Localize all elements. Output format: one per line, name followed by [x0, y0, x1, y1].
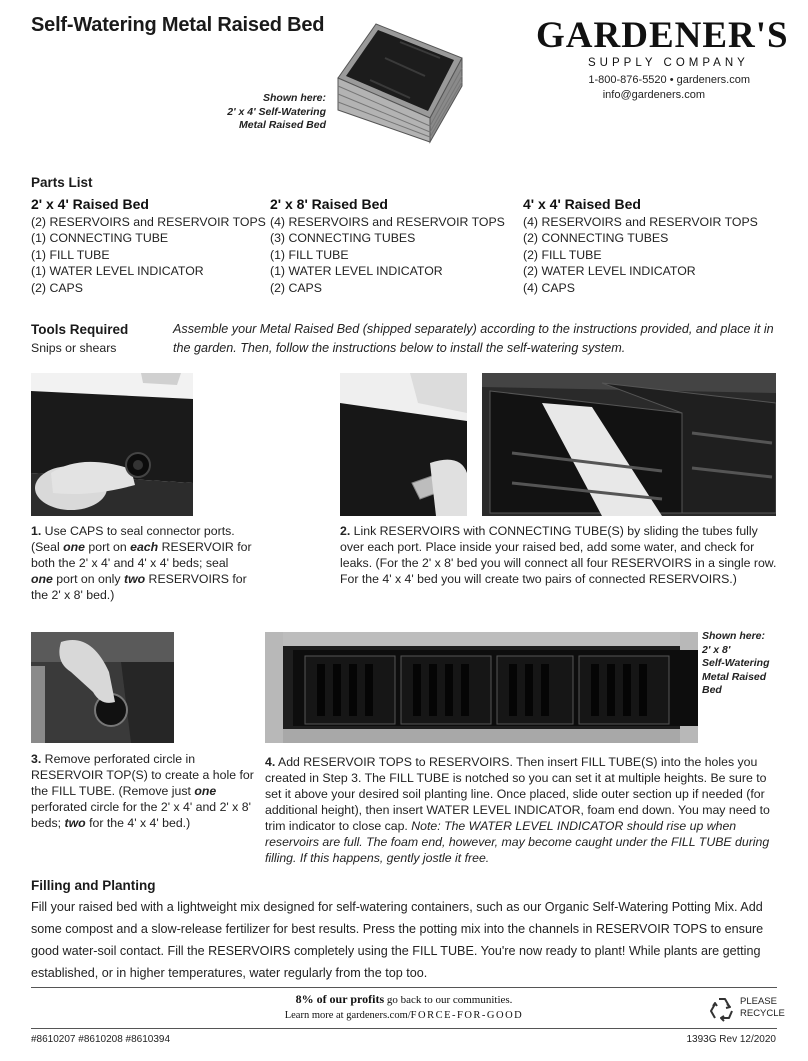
brand-logo-wordmark: GARDENER'S [536, 15, 789, 56]
photo-caption-line: Self-Watering [702, 657, 770, 669]
sku-numbers: #8610207 #8610208 #8610394 [31, 1034, 171, 1045]
step-number: 1. [31, 524, 42, 538]
footer-divider-bottom [31, 1028, 777, 1029]
parts-item: (2) RESERVOIRS and RESERVOIR TOPS [31, 214, 266, 229]
step-number: 4. [265, 755, 276, 769]
step-emphasis: one [63, 540, 85, 554]
revision-code: 1393G Rev 12/2020 [686, 1034, 776, 1045]
profits-statement [0, 992, 808, 1007]
parts-item: (2) CAPS [31, 280, 83, 295]
tools-required-heading: Tools Required [31, 322, 129, 337]
step-3-text [31, 751, 257, 831]
parts-item: (2) FILL TUBE [523, 247, 602, 262]
brand-contact-email: info@gardeners.com [602, 89, 705, 101]
learn-more-text: Learn more at gardeners.com/ [284, 1010, 411, 1021]
step-1-text [31, 523, 253, 603]
step-text-span: perforated circle for the 2' x 4' and 2' x 8' beds; [31, 800, 251, 830]
recycle-label [740, 996, 785, 1020]
step-text-span: Add RESERVOIR TOPS to RESERVOIRS. Then insert FILL TUBE(S) into the holes you created in Step 3. The FILL TUBE is notched so you can set it at multiple heights. Be sure to set it above your desired soil planting line. Once placed, slide outer section up if needed (for additional height), then insert WATER LEVEL INDICATOR, foam end down. You may need to trim indicator to close cap. [265, 755, 770, 833]
assembly-instruction: Assemble your Metal Raised Bed (shipped separately) according to the instructions provided, and place it in the garden. Then, follow the instructions below to install the self-watering system. [173, 322, 774, 355]
raised-bed-product-image [330, 18, 470, 144]
document-title: Self-Watering Metal Raised Bed [31, 14, 325, 36]
step-2-text [340, 523, 780, 587]
brand-subtitle: SUPPLY COMPANY [588, 57, 749, 69]
parts-column-2x4 [31, 196, 271, 296]
parts-item: (2) CONNECTING TUBES [523, 231, 669, 245]
step-number: 2. [340, 524, 351, 538]
step-number: 3. [31, 752, 42, 766]
step-4-text [265, 754, 785, 866]
parts-column-heading: 2' x 8' Raised Bed [270, 196, 388, 212]
step-4-photo [265, 632, 698, 743]
parts-item: (2) WATER LEVEL INDICATOR [523, 264, 696, 278]
photo-caption-line: Metal Raised [702, 670, 767, 683]
step-text-span: port on only [52, 572, 124, 586]
filling-planting-body: Fill your raised bed with a lightweight mix designed for self-watering containers, such as our Organic Self-Watering Potting Mix. Add some compost and a slow-release fertilizer for best results. Press the potting mix into the channels in RESERVOIR TOPS to ensure good water-soil contact. Fill the RESERVOIRS completely using the FILL TUBE. You're now ready to plant! While plants are getting established, or in higher temperatures, water regularly from the top too. [31, 900, 764, 980]
parts-item: (1) WATER LEVEL INDICATOR [270, 264, 443, 278]
filling-planting-heading: Filling and Planting [31, 878, 156, 893]
parts-column-heading: 4' x 4' Raised Bed [523, 196, 641, 212]
parts-item: (4) RESERVOIRS and RESERVOIR TOPS [523, 214, 758, 229]
footer-divider [31, 987, 777, 988]
hero-caption-line: Shown here: [262, 92, 326, 104]
parts-item: (1) WATER LEVEL INDICATOR [31, 264, 204, 278]
parts-item: (4) CAPS [523, 280, 575, 295]
step-2-photo-reservoirs [482, 373, 776, 516]
step-note: Note: The WATER LEVEL INDICATOR should rise up when reservoirs are full. The foam end, however, may become caught under the FILL TUBE during filling. If this happens, gently jostle it free. [265, 819, 770, 865]
tools-required-value: Snips or shears [31, 341, 117, 355]
parts-item: (4) RESERVOIRS and RESERVOIR TOPS [270, 214, 505, 229]
step-text-span: RESERVOIR for both the 2' x 4' and 4' x 4' beds; seal [31, 540, 252, 570]
step-emphasis: one [194, 784, 217, 798]
step-3-photo [31, 632, 174, 743]
step-emphasis: two [123, 572, 146, 586]
parts-item: (1) CONNECTING TUBE [31, 231, 169, 245]
parts-item: (1) FILL TUBE [270, 247, 349, 262]
parts-column-2x8 [270, 196, 510, 296]
step-2-photo-connect [340, 373, 467, 516]
step-text-span: port on [85, 540, 131, 554]
learn-more-line [0, 1010, 808, 1021]
step-text-span: Link RESERVOIRS with CONNECTING TUBE(S) by sliding the tubes fully over each port. Place inside your raised bed, add some water, and check for leaks. (For the 2' x 8' bed you will connect all four RESERVOIRS in a single row. For the 4' x 4' bed you will create two pairs of connected RESERVOIRS.) [340, 524, 777, 586]
step-text-span: Remove perforated circle in RESERVOIR TOP(S) to create a hole for the FILL TUBE. (Remove just [31, 752, 254, 798]
hero-caption-line: 2' x 4' Self-Watering [227, 105, 326, 118]
step-text-span: for the 4' x 4' bed.) [85, 816, 191, 830]
photo-caption-line: Bed [702, 684, 722, 696]
brand-logo-block [536, 14, 789, 104]
photo-caption-line: 2' x 8' [702, 643, 731, 656]
parts-item: (2) CAPS [270, 280, 322, 295]
brand-contact-phone: 1-800-876-5520 • gardeners.com [588, 74, 750, 86]
photo-caption-line: Shown here: [702, 630, 766, 642]
step-emphasis: one [31, 572, 53, 586]
step-1-photo [31, 373, 193, 516]
recycle-line: PLEASE [740, 996, 777, 1007]
step-emphasis: two [64, 816, 86, 830]
parts-item: (3) CONNECTING TUBES [270, 231, 416, 245]
step-text-span: Use CAPS to seal connector ports. (Seal [31, 524, 235, 554]
step-emphasis: each [130, 540, 159, 554]
hero-caption [200, 92, 326, 133]
parts-column-heading: 2' x 4' Raised Bed [31, 196, 149, 212]
recycle-line: RECYCLE [740, 1008, 785, 1019]
profits-strong: 8% of our profits [295, 992, 385, 1006]
recycle-icon [707, 994, 737, 1024]
hero-caption-line: Metal Raised Bed [239, 119, 326, 132]
force-for-good-tagline: FORCE-FOR-GOOD [410, 1010, 524, 1021]
parts-column-4x4 [523, 196, 763, 296]
parts-item: (1) FILL TUBE [31, 247, 110, 262]
step-text-span: RESERVOIRS for the 2' x 8' bed.) [31, 572, 247, 602]
step-4-photo-caption [702, 630, 782, 698]
profits-rest: go back to our communities. [384, 994, 513, 1006]
parts-list-heading: Parts List [31, 175, 93, 190]
